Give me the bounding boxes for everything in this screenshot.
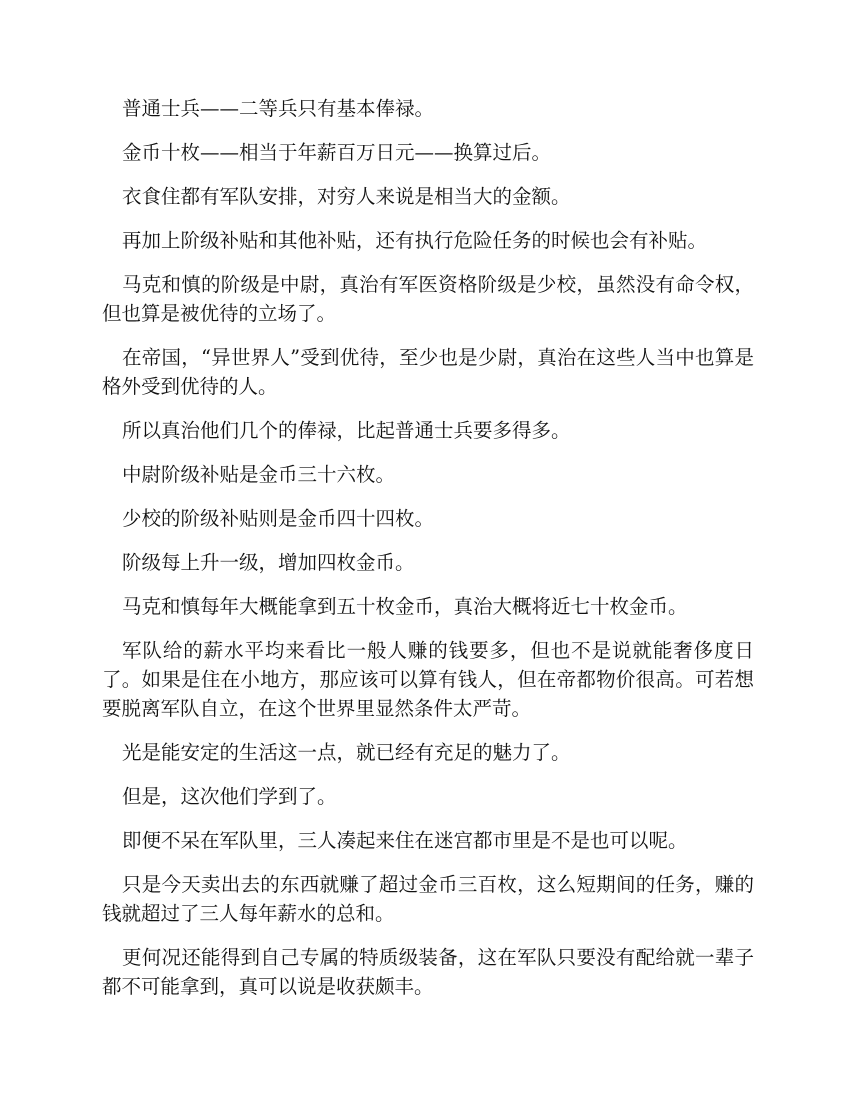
paragraph: 马克和慎的阶级是中尉，真治有军医资格阶级是少校，虽然没有命令权，但也算是被优待的立场了。 bbox=[102, 273, 754, 325]
paragraph: 军队给的薪水平均来看比一般人赚的钱要多，但也不是说就能奢侈度日了。如果是住在小地方，那应该可以算有钱人，但在帝都物价很高。可若想要脱离军队自立，在这个世界里显然条件太严苛。 bbox=[102, 639, 754, 720]
paragraph: 所以真治他们几个的俸禄，比起普通士兵要多得多。 bbox=[122, 419, 571, 442]
paragraph: 阶级每上升一级，增加四枚金币。 bbox=[122, 551, 415, 574]
paragraph: 但是，这次他们学到了。 bbox=[122, 785, 337, 808]
paragraph: 马克和慎每年大概能拿到五十枚金币，真治大概将近七十枚金币。 bbox=[122, 595, 688, 618]
paragraph: 衣食住都有军队安排，对穷人来说是相当大的金额。 bbox=[122, 185, 571, 208]
paragraph: 普通士兵——二等兵只有基本俸禄。 bbox=[122, 97, 435, 120]
paragraph: 只是今天卖出去的东西就赚了超过金币三百枚，这么短期间的任务，赚的钱就超过了三人每年薪水的总和。 bbox=[102, 873, 754, 925]
paragraph: 再加上阶级补贴和其他补贴，还有执行危险任务的时候也会有补贴。 bbox=[122, 229, 708, 252]
paragraph: 更何况还能得到自己专属的特质级装备，这在军队只要没有配给就一辈子都不可能拿到，真可以说是收获颇丰。 bbox=[102, 946, 754, 998]
paragraph: 在帝国，“异世界人”受到优待，至少也是少尉，真治在这些人当中也算是格外受到优待的人。 bbox=[102, 346, 754, 398]
paragraph: 金币十枚——相当于年薪百万日元——换算过后。 bbox=[122, 141, 552, 164]
paragraph: 光是能安定的生活这一点，就已经有充足的魅力了。 bbox=[122, 741, 571, 764]
paragraph: 即便不呆在军队里，三人凑起来住在迷宫都市里是不是也可以呢。 bbox=[122, 829, 688, 852]
document-body bbox=[102, 94, 754, 1016]
paragraph: 少校的阶级补贴则是金币四十四枚。 bbox=[122, 507, 435, 530]
paragraph: 中尉阶级补贴是金币三十六枚。 bbox=[122, 463, 396, 486]
